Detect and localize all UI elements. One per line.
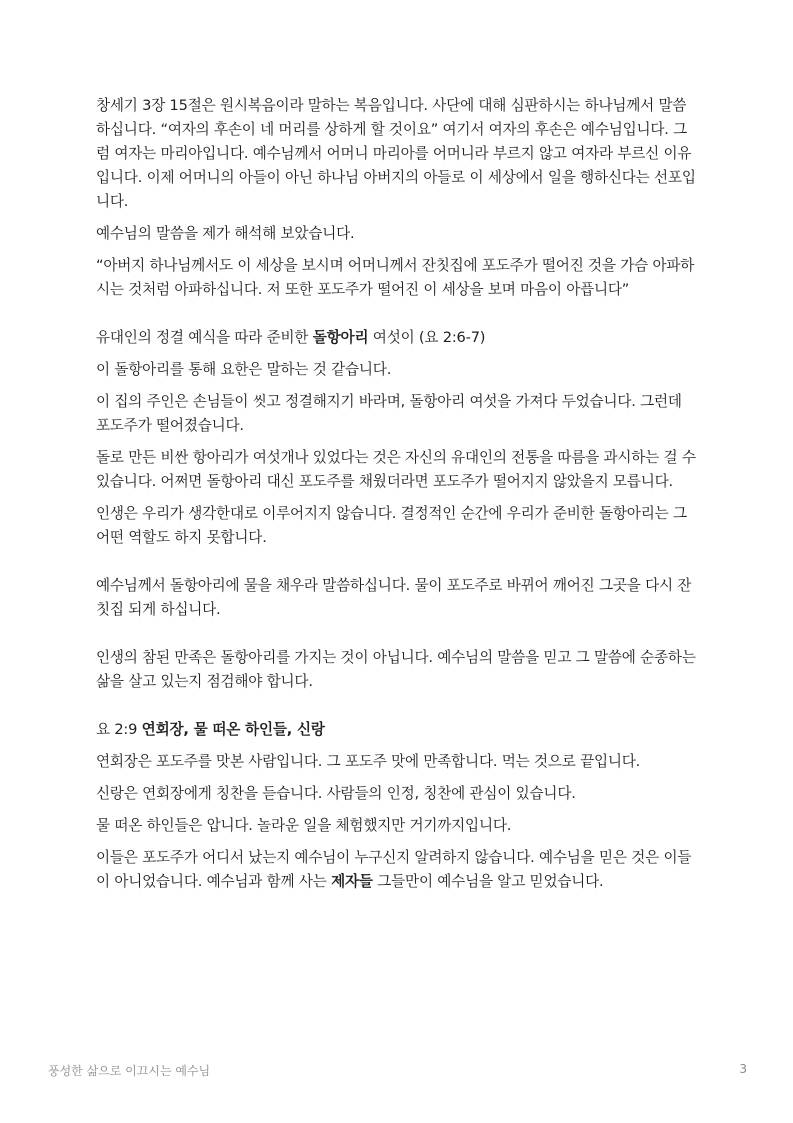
bold-heading: 연회장, 물 떠온 하인들, 신랑 — [141, 721, 325, 738]
paragraph-interpretation-intro: 예수님의 말씀을 제가 해석해 보았습니다. — [96, 225, 355, 242]
paragraph-host: 이 집의 주인은 손님들이 씻고 정결해지기 바라며, 돌항아리 여섯을 가져다 두었습니다. 그런데 포도주가 떨어졌습니다. — [96, 393, 682, 434]
paragraph-quote: “아버지 하나님께서도 이 세상을 보시며 어머니께서 잔칫집에 포도주가 떨어진 것을 가슴 아파하시는 것처럼 아파하십니다. 저 또한 포도주가 떨어진 이 세상을 보며 마음이 아픕니다” — [96, 257, 695, 298]
paragraph-john-says: 이 돌항아리를 통해 요한은 말하는 것 같습니다. — [96, 361, 392, 378]
paragraph-expensive-jars: 돌로 만든 비싼 항아리가 여섯개나 있었다는 것은 자신의 유대인의 전통을 따름을 과시하는 걸 수 있습니다. 어쩌면 돌항아리 대신 포도주를 채웠더라면 포도주가 떨어지지 않았을지 모릅니다. — [96, 449, 696, 490]
paragraph-bridegroom: 신랑은 연회장에게 칭찬을 듣습니다. 사람들의 인정, 칭찬에 관심이 있습니다. — [96, 785, 576, 802]
paragraph-true-satisfaction: 인생의 참된 만족은 돌항아리를 가지는 것이 아닙니다. 예수님의 말씀을 믿고 그 말씀에 순종하는 삶을 살고 있는지 점검해야 합니다. — [96, 649, 696, 690]
paragraph-genesis: 창세기 3장 15절은 원시복음이라 말하는 복음입니다. 사단에 대해 심판하시는 하나님께서 말씀하십니다. “여자의 후손이 네 머리를 상하게 할 것이요” 여기서 여자의 후손은 예수님입니다. 그럼 여자는 마리아입니다. 예수님께서 어머니 마리아를 어머니라 부르지 않고 여자라 부르신 이유입니다. 이제 어머니의 아들이 아닌 하나님 아버지의 아들로 이 세상에서 일을 행하신다는 선포입니다. — [96, 97, 696, 210]
footer-title: 풍성한 삶으로 이끄시는 예수님 — [48, 1064, 211, 1078]
paragraph-fill-water: 예수님께서 돌항아리에 물을 채우라 말씀하십니다. 물이 포도주로 바뀌어 깨어진 그곳을 다시 잔칫집 되게 하십니다. — [96, 577, 692, 618]
paragraph-master-of-banquet: 연회장은 포도주를 맛본 사람입니다. 그 포도주 맛에 만족합니다. 먹는 것으로 끝입니다. — [96, 753, 641, 770]
paragraph-servants: 물 떠온 하인들은 압니다. 놀라운 일을 체험했지만 거기까지입니다. — [96, 817, 512, 834]
paragraph-disciples: 이들은 포도주가 어디서 났는지 예수님이 누구신지 알려하지 않습니다. 예수님을 믿은 것은 이들이 아니었습니다. 예수님과 함께 사는 제자들 그들만이 예수님을 알고 믿었습니다. — [96, 849, 692, 890]
page-footer — [48, 1062, 747, 1079]
paragraph-life: 인생은 우리가 생각한대로 이루어지지 않습니다. 결정적인 순간에 우리가 준비한 돌항아리는 그 어떤 역할도 하지 못합니다. — [96, 505, 687, 546]
bold-stone-jars: 돌항아리 — [312, 329, 369, 346]
page-number: 3 — [739, 1062, 747, 1076]
paragraph-stone-jars: 유대인의 정결 예식을 따라 준비한 돌항아리 여섯이 (요 2:6-7) — [96, 329, 486, 346]
bold-disciples: 제자들 — [331, 873, 373, 890]
section-heading: 요 2:9 연회장, 물 떠온 하인들, 신랑 — [96, 721, 325, 738]
document-body — [96, 94, 698, 902]
